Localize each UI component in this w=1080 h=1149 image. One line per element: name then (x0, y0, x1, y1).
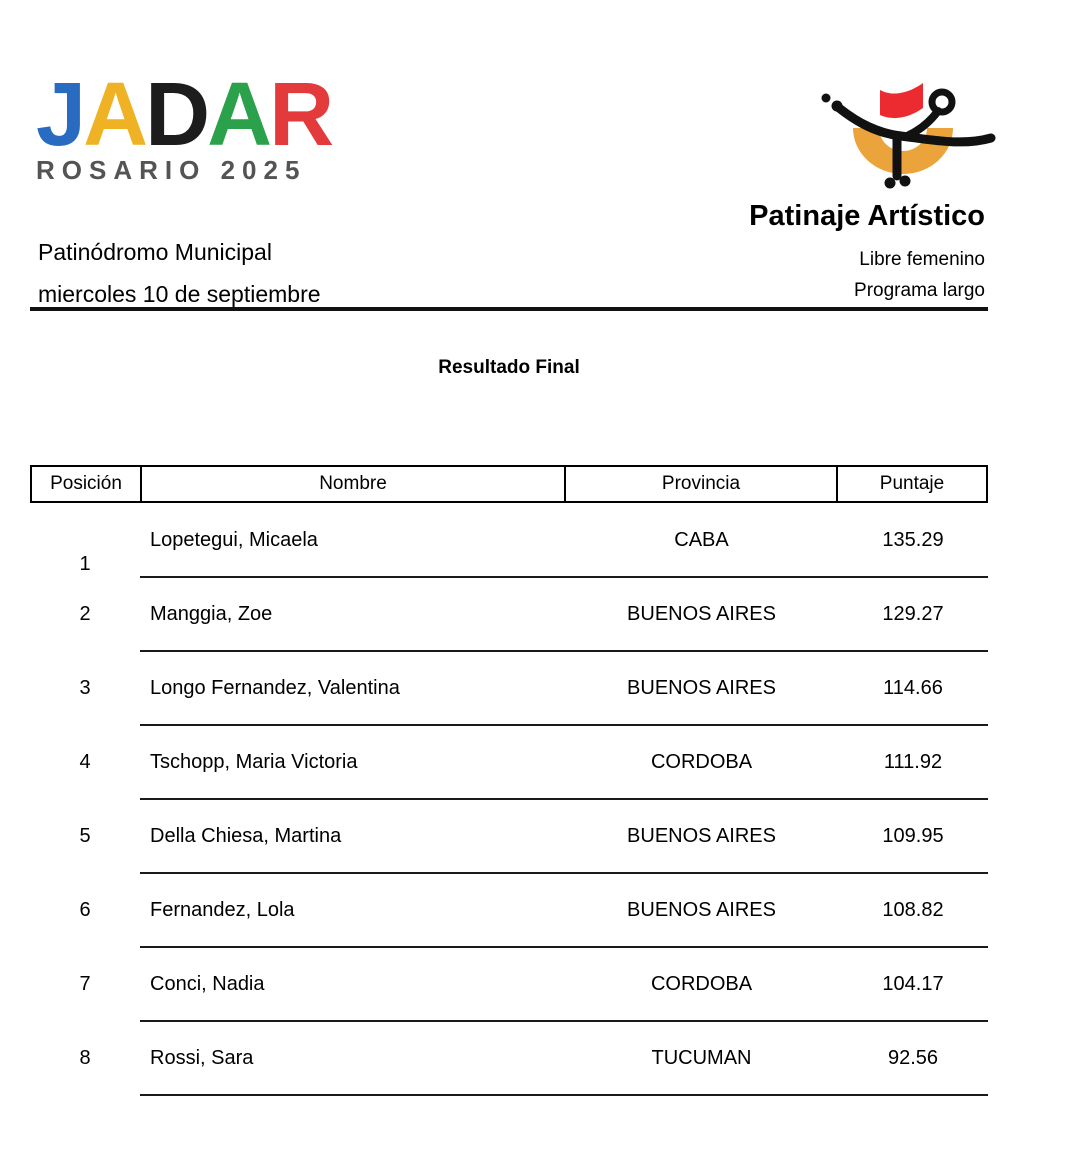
position-cell: 6 (79, 898, 91, 921)
results-table-header (30, 465, 988, 503)
column-header-position: Posición (50, 473, 122, 494)
position-cell: 4 (79, 750, 91, 773)
score-cell: 108.82 (882, 898, 944, 921)
name-cell: Tschopp, Maria Victoria (150, 750, 358, 773)
position-cell: 3 (79, 676, 91, 699)
table-row (30, 503, 988, 577)
score-cell: 111.92 (883, 750, 943, 773)
table-row (30, 947, 988, 1021)
logo-letter: R (269, 65, 332, 165)
logo-letter: J (36, 65, 84, 165)
score-cell: 135.29 (882, 529, 944, 551)
skater-head (932, 92, 952, 112)
logo-letter: D (145, 65, 208, 165)
table-row (30, 725, 988, 799)
skater-flag-shape (880, 83, 923, 118)
sport-title: Patinaje Artístico (749, 200, 985, 232)
position-cell: 7 (79, 972, 91, 995)
figure-skater-icon (813, 78, 1001, 194)
province-cell: BUENOS AIRES (627, 676, 776, 699)
province-cell: CORDOBA (650, 750, 753, 773)
results-table-body (30, 503, 988, 1095)
score-cell: 109.95 (882, 824, 944, 847)
position-cell: 5 (79, 824, 91, 847)
venue-text: Patinódromo Municipal (38, 239, 272, 265)
province-cell: TUCUMAN (651, 1046, 752, 1069)
position-cell: 2 (79, 602, 91, 625)
column-header-province: Provincia (564, 467, 836, 501)
score-cell: 129.27 (882, 602, 944, 625)
name-cell: Della Chiesa, Martina (150, 824, 342, 847)
header-divider (30, 307, 988, 311)
name-cell: Manggia, Zoe (150, 602, 273, 625)
category-text: Libre femenino (859, 249, 985, 270)
table-row (30, 1021, 988, 1095)
figure-skater-icon-svg (813, 78, 1001, 194)
score-cell: 114.66 (883, 676, 943, 699)
name-cell: Conci, Nadia (150, 972, 265, 995)
skate-wheel-dot (885, 178, 896, 189)
logo-subtitle: ROSARIO 2025 (36, 155, 307, 185)
table-row (30, 651, 988, 725)
logo-letter: A (207, 65, 270, 165)
table-row (30, 577, 988, 651)
score-cell: 104.17 (882, 972, 944, 995)
date-text: miercoles 10 de septiembre (38, 281, 321, 307)
program-text: Programa largo (854, 280, 985, 301)
province-cell: BUENOS AIRES (627, 824, 776, 847)
position-cell: 1 (79, 553, 91, 575)
column-header-name: Nombre (140, 467, 564, 501)
name-cell: Longo Fernandez, Valentina (150, 676, 400, 699)
jadar-logo (36, 65, 332, 186)
skater-hand-dot (822, 94, 831, 103)
column-header-score: Puntaje (836, 467, 986, 501)
name-cell: Rossi, Sara (150, 1046, 254, 1069)
province-cell: BUENOS AIRES (627, 898, 776, 921)
results-title: Resultado Final (438, 357, 580, 378)
province-cell: BUENOS AIRES (627, 602, 776, 625)
table-row (30, 873, 988, 947)
name-cell: Lopetegui, Micaela (150, 529, 318, 551)
table-row (30, 799, 988, 873)
position-cell: 8 (79, 1046, 91, 1069)
province-cell: CABA (674, 529, 729, 551)
jadar-wordmark (36, 65, 332, 165)
skate-wheel-dot (900, 176, 911, 187)
name-cell: Fernandez, Lola (150, 898, 295, 921)
province-cell: CORDOBA (650, 972, 753, 995)
row-separator (140, 1094, 988, 1096)
score-cell: 92.56 (887, 1046, 939, 1069)
skater-hand-dot (832, 101, 843, 112)
logo-letter: A (83, 65, 146, 165)
